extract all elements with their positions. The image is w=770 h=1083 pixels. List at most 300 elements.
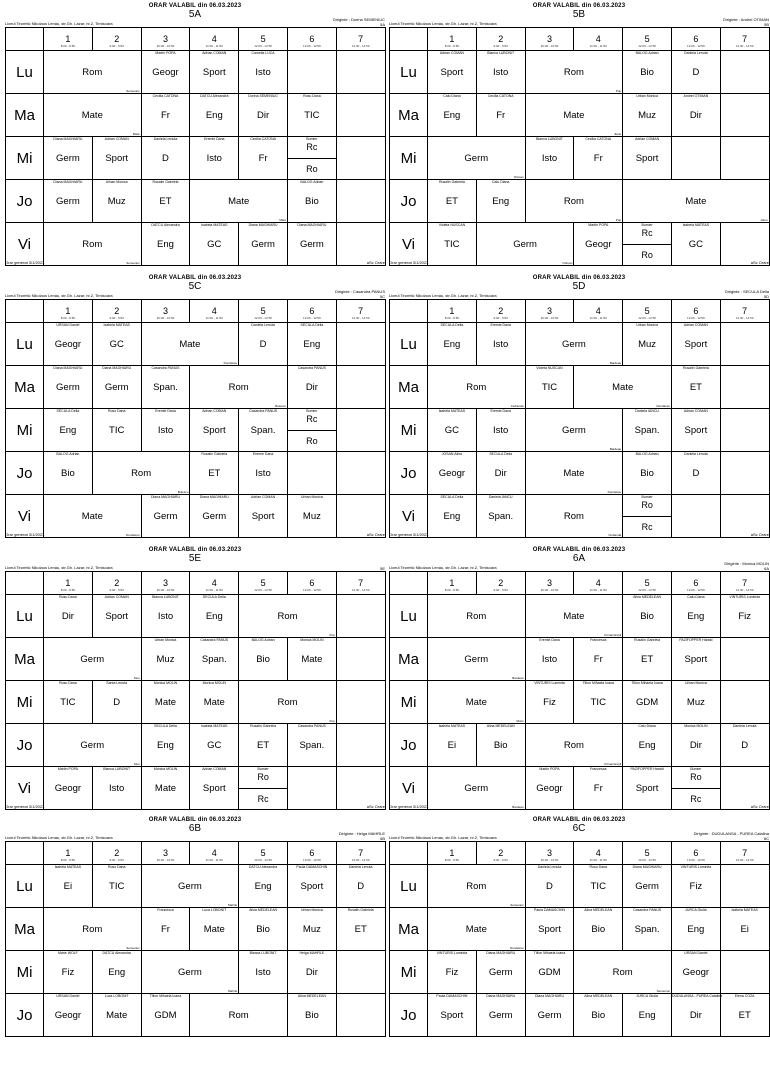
- lesson-cell[interactable]: [525, 681, 574, 724]
- lesson-cell[interactable]: [671, 452, 720, 495]
- lesson-cell[interactable]: [525, 495, 623, 538]
- lesson-cell[interactable]: [623, 180, 769, 223]
- lesson-cell[interactable]: [287, 223, 336, 266]
- subject-name: Eng: [687, 923, 705, 935]
- day-row: [6, 908, 386, 951]
- lesson-cell[interactable]: [671, 51, 720, 94]
- lesson-cell[interactable]: [239, 595, 337, 638]
- subject-name: TIC: [304, 109, 320, 121]
- lesson-cell[interactable]: [141, 409, 190, 452]
- lesson-cell[interactable]: [476, 223, 574, 266]
- lesson-cell[interactable]: [190, 908, 239, 951]
- subject-name: Mate: [154, 782, 177, 794]
- lesson-cell[interactable]: [623, 409, 672, 452]
- lesson-cell[interactable]: [287, 452, 336, 495]
- lesson-cell[interactable]: [92, 409, 141, 452]
- subject-name: Sport: [105, 152, 129, 164]
- lesson-cell[interactable]: [623, 767, 672, 810]
- lesson-cell[interactable]: [671, 724, 720, 767]
- class-teacher: Diriginte : DUDULANSA - PUREA Catalina: [693, 831, 769, 836]
- lesson-cell[interactable]: [239, 951, 288, 994]
- lesson-cell[interactable]: [44, 366, 93, 409]
- lesson-cell[interactable]: [190, 595, 239, 638]
- lesson-cell[interactable]: [476, 180, 525, 223]
- teacher-name: Francesca: [157, 908, 174, 912]
- lesson-cell[interactable]: [239, 681, 337, 724]
- teacher-name: Casandra PANUS: [633, 908, 662, 912]
- lesson-cell[interactable]: [336, 994, 385, 1037]
- lesson-cell[interactable]: [476, 951, 525, 994]
- lesson-cell[interactable]: [525, 137, 574, 180]
- lesson-cell[interactable]: [476, 94, 525, 137]
- lesson-cell[interactable]: [525, 94, 623, 137]
- lesson-cell[interactable]: [720, 409, 769, 452]
- lesson-cell[interactable]: [671, 409, 720, 452]
- lesson-cell[interactable]: [623, 452, 672, 495]
- lesson-cell[interactable]: [239, 495, 288, 538]
- lesson-cell[interactable]: [239, 452, 288, 495]
- period-number: 7: [742, 33, 748, 44]
- lesson-cell[interactable]: [336, 595, 385, 638]
- lesson-cell[interactable]: [44, 223, 142, 266]
- lesson-cell[interactable]: [190, 366, 288, 409]
- lesson-cell[interactable]: [671, 994, 723, 1037]
- lesson-cell[interactable]: [525, 452, 623, 495]
- lesson-cell[interactable]: [190, 223, 239, 266]
- period-time: 11:00 - 11:50: [589, 315, 607, 320]
- lesson-cell[interactable]: [720, 137, 769, 180]
- lesson-cell[interactable]: [671, 767, 720, 810]
- teacher-name: SECULA Delia: [300, 323, 324, 327]
- teacher-name: DATCU Alexandra: [248, 865, 278, 869]
- teacher-name: Bianca LUBONIT: [103, 767, 131, 771]
- lesson-cell[interactable]: [44, 323, 93, 366]
- lesson-cell[interactable]: [574, 767, 623, 810]
- lesson-cell[interactable]: [287, 94, 336, 137]
- lesson-cell[interactable]: [623, 638, 672, 681]
- lesson-cell[interactable]: [428, 137, 526, 180]
- lesson-cell[interactable]: [92, 595, 141, 638]
- subject-name: Mate: [685, 195, 707, 207]
- lesson-cell[interactable]: [574, 908, 623, 951]
- lesson-cell[interactable]: [623, 908, 672, 951]
- split-subject: Rc: [306, 414, 318, 425]
- lesson-cell[interactable]: [190, 767, 239, 810]
- lesson-cell[interactable]: [92, 681, 141, 724]
- period-number: 7: [358, 305, 364, 316]
- period-time: 13:00 - 13:50: [687, 857, 705, 862]
- lesson-cell[interactable]: [720, 51, 769, 94]
- lesson-cell[interactable]: [141, 681, 190, 724]
- lesson-cell[interactable]: [287, 366, 336, 409]
- lesson-cell[interactable]: [336, 452, 385, 495]
- lesson-cell[interactable]: [428, 180, 477, 223]
- subject-name: GDM: [636, 696, 659, 708]
- subject-name: Mate: [106, 1009, 128, 1021]
- lesson-cell[interactable]: [141, 323, 239, 366]
- lesson-cell[interactable]: [428, 323, 477, 366]
- lesson-cell[interactable]: [671, 366, 720, 409]
- footer-generated: Orar generat 3/1/2023: [5, 260, 45, 265]
- teacher-name: Cecilia CATONA: [152, 94, 179, 98]
- lesson-cell[interactable]: [428, 767, 526, 810]
- lesson-cell[interactable]: [190, 51, 239, 94]
- lesson-cell[interactable]: [623, 223, 672, 266]
- lesson-cell[interactable]: [141, 51, 190, 94]
- teacher-short: Mate: [132, 132, 140, 136]
- period-time: 13:00 - 13:50: [687, 587, 705, 592]
- lesson-cell[interactable]: [428, 366, 526, 409]
- lesson-cell[interactable]: [239, 767, 288, 810]
- lesson-cell[interactable]: [428, 94, 477, 137]
- lesson-cell[interactable]: [44, 638, 142, 681]
- lesson-cell[interactable]: [336, 908, 385, 951]
- lesson-cell[interactable]: [525, 865, 574, 908]
- lesson-cell[interactable]: [287, 409, 336, 452]
- lesson-cell[interactable]: [720, 681, 769, 724]
- lesson-cell[interactable]: [525, 951, 574, 994]
- day-label: Ma: [390, 94, 428, 137]
- lesson-cell[interactable]: [623, 94, 672, 137]
- day-row: [390, 94, 770, 137]
- day-label: Jo: [6, 724, 44, 767]
- lesson-cell[interactable]: [525, 908, 574, 951]
- subject-name: Mate: [563, 467, 585, 479]
- schedule-table: [5, 299, 386, 538]
- lesson-cell[interactable]: [141, 724, 190, 767]
- lesson-cell[interactable]: [623, 323, 672, 366]
- lesson-cell[interactable]: [336, 638, 385, 681]
- period-number: 1: [449, 847, 455, 858]
- teacher-name: Urban Monica: [636, 323, 658, 327]
- period-time: 8:00 - 8:50: [444, 857, 460, 862]
- lesson-cell[interactable]: [44, 595, 93, 638]
- lesson-cell[interactable]: [476, 323, 525, 366]
- lesson-cell[interactable]: [428, 595, 526, 638]
- lesson-cell[interactable]: [428, 495, 477, 538]
- subject-name: Eng: [687, 610, 705, 622]
- teacher-name: Andrei OTIMAN: [683, 94, 709, 98]
- subject-name: D: [692, 66, 700, 78]
- lesson-cell[interactable]: [239, 865, 288, 908]
- period-header: [287, 842, 336, 865]
- teacher-name: Isabela MATEAS: [731, 908, 758, 912]
- lesson-cell[interactable]: [287, 180, 336, 223]
- lesson-cell[interactable]: [141, 366, 190, 409]
- lesson-cell[interactable]: [525, 767, 574, 810]
- lesson-cell[interactable]: [623, 724, 672, 767]
- teacher-name: Eremie Dana: [252, 452, 274, 456]
- school-name: Liceul Teoretic Nikolaus Lenau, str.Gh. Lazar, nr.2, Timisoara: [5, 21, 113, 26]
- lesson-cell[interactable]: [336, 951, 385, 994]
- lesson-cell[interactable]: [574, 366, 672, 409]
- lesson-cell[interactable]: [720, 865, 769, 908]
- teacher-short: Bulescu: [275, 404, 286, 408]
- lesson-cell[interactable]: [239, 137, 288, 180]
- period-time: 12:00 - 12:50: [638, 587, 656, 592]
- lesson-cell[interactable]: [190, 452, 239, 495]
- lesson-cell[interactable]: [574, 865, 623, 908]
- lesson-cell[interactable]: [190, 180, 288, 223]
- lesson-cell[interactable]: [44, 865, 93, 908]
- lesson-cell[interactable]: [287, 767, 336, 810]
- lesson-cell[interactable]: [141, 994, 190, 1037]
- lesson-cell[interactable]: [44, 409, 93, 452]
- lesson-cell[interactable]: [574, 951, 672, 994]
- lesson-cell[interactable]: [623, 994, 672, 1037]
- lesson-cell[interactable]: [239, 51, 288, 94]
- lesson-cell[interactable]: [190, 724, 239, 767]
- lesson-cell[interactable]: [428, 681, 526, 724]
- lesson-cell[interactable]: [287, 495, 336, 538]
- lesson-cell[interactable]: [428, 994, 477, 1037]
- period-number: 4: [211, 33, 217, 44]
- lesson-cell[interactable]: [720, 323, 769, 366]
- lesson-cell[interactable]: [671, 137, 720, 180]
- lesson-cell[interactable]: [336, 180, 385, 223]
- lesson-cell[interactable]: [720, 94, 769, 137]
- lesson-cell[interactable]: [671, 951, 720, 994]
- subject-name: Geogr: [585, 238, 612, 250]
- class-teacher: Diriginte : Helga MAHRLE: [338, 831, 385, 836]
- subject-name: Fiz: [738, 610, 752, 622]
- lesson-cell[interactable]: [190, 137, 239, 180]
- lesson-cell[interactable]: [623, 495, 672, 538]
- lesson-cell[interactable]: [336, 323, 385, 366]
- lesson-cell[interactable]: [141, 908, 190, 951]
- day-row: [390, 951, 770, 994]
- teacher-name: Adrian COMAN: [202, 409, 227, 413]
- subject-name: Eng: [108, 966, 126, 978]
- lesson-cell[interactable]: [44, 724, 142, 767]
- lesson-cell[interactable]: [720, 724, 769, 767]
- period-header: [44, 842, 93, 865]
- lesson-cell[interactable]: [44, 681, 93, 724]
- teacher-name: Adrian COMAN: [635, 137, 660, 141]
- lesson-cell[interactable]: [525, 51, 623, 94]
- lesson-cell[interactable]: [287, 994, 336, 1037]
- lesson-cell[interactable]: [574, 223, 623, 266]
- subject-name: Rom: [82, 923, 103, 935]
- lesson-cell[interactable]: [476, 452, 525, 495]
- lesson-cell[interactable]: [287, 638, 336, 681]
- lesson-cell[interactable]: [574, 994, 623, 1037]
- lesson-cell[interactable]: [574, 137, 623, 180]
- lesson-cell[interactable]: [428, 638, 526, 681]
- lesson-cell[interactable]: [336, 865, 385, 908]
- lesson-cell[interactable]: [336, 724, 385, 767]
- lesson-cell[interactable]: [428, 51, 477, 94]
- lesson-cell[interactable]: [92, 137, 141, 180]
- class-code: 5C: [379, 294, 385, 299]
- lesson-cell[interactable]: [44, 767, 93, 810]
- lesson-cell[interactable]: [476, 495, 525, 538]
- lesson-cell[interactable]: [671, 681, 720, 724]
- lesson-cell[interactable]: [44, 951, 93, 994]
- lesson-cell[interactable]: [141, 595, 190, 638]
- lesson-cell[interactable]: [141, 767, 190, 810]
- lesson-cell[interactable]: [525, 638, 574, 681]
- lesson-cell[interactable]: [141, 638, 190, 681]
- teacher-name: Eremie Dana: [539, 638, 560, 642]
- period-header: [141, 572, 190, 595]
- lesson-cell[interactable]: [623, 51, 672, 94]
- period-time: 11:00 - 11:50: [589, 857, 607, 862]
- lesson-cell[interactable]: [720, 452, 769, 495]
- lesson-cell[interactable]: [336, 51, 385, 94]
- lesson-cell[interactable]: [239, 638, 288, 681]
- lesson-cell[interactable]: [336, 137, 385, 180]
- lesson-cell[interactable]: [44, 908, 142, 951]
- teacher-name: Alina MEDELEAN: [584, 908, 613, 912]
- lesson-cell[interactable]: [336, 94, 385, 137]
- schedule-table: [5, 841, 386, 1037]
- lesson-cell[interactable]: [525, 180, 623, 223]
- lesson-cell[interactable]: [720, 595, 769, 638]
- lesson-cell[interactable]: [190, 495, 239, 538]
- lesson-cell[interactable]: [92, 994, 141, 1037]
- lesson-cell[interactable]: [525, 366, 574, 409]
- lesson-cell[interactable]: [476, 51, 525, 94]
- lesson-cell[interactable]: [671, 323, 720, 366]
- lesson-cell[interactable]: [141, 223, 190, 266]
- teacher-short: Mahrle: [228, 989, 238, 993]
- lesson-cell[interactable]: [44, 180, 93, 223]
- lesson-cell[interactable]: [92, 323, 141, 366]
- lesson-cell[interactable]: [428, 223, 477, 266]
- lesson-cell[interactable]: [190, 94, 239, 137]
- lesson-cell[interactable]: [671, 908, 720, 951]
- lesson-cell[interactable]: [428, 951, 477, 994]
- lesson-cell[interactable]: [141, 94, 190, 137]
- class-name: 5E: [188, 553, 202, 564]
- lesson-cell[interactable]: [720, 638, 769, 681]
- lesson-cell[interactable]: [44, 94, 142, 137]
- lesson-cell[interactable]: [525, 409, 623, 452]
- lesson-cell[interactable]: [287, 724, 336, 767]
- teacher-name: VINTURIS Luminita: [729, 595, 760, 599]
- lesson-cell[interactable]: [671, 865, 720, 908]
- lesson-cell[interactable]: [720, 951, 769, 994]
- lesson-cell[interactable]: [428, 409, 477, 452]
- lesson-cell[interactable]: [428, 865, 526, 908]
- lesson-cell[interactable]: [44, 495, 142, 538]
- lesson-cell[interactable]: [239, 94, 288, 137]
- lesson-cell[interactable]: [239, 724, 288, 767]
- lesson-cell[interactable]: [671, 94, 720, 137]
- day-row: [6, 409, 386, 452]
- class-code: 5E: [380, 566, 385, 571]
- lesson-cell[interactable]: [92, 767, 141, 810]
- subject-name: Fr: [593, 782, 603, 794]
- lesson-cell[interactable]: [92, 865, 141, 908]
- lesson-cell[interactable]: [476, 994, 525, 1037]
- lesson-cell[interactable]: [336, 681, 385, 724]
- lesson-cell[interactable]: [239, 409, 288, 452]
- teacher-short: Ciubanda: [608, 533, 622, 537]
- lesson-cell[interactable]: [92, 180, 141, 223]
- period-time: 10:00 - 10:50: [540, 43, 559, 48]
- lesson-cell[interactable]: [428, 908, 526, 951]
- lesson-cell[interactable]: [623, 681, 672, 724]
- lesson-cell[interactable]: [141, 495, 190, 538]
- lesson-cell[interactable]: [428, 724, 477, 767]
- teacher-name: Isabela MATEAS: [201, 223, 228, 227]
- lesson-cell[interactable]: [141, 865, 239, 908]
- lesson-cell[interactable]: [44, 137, 93, 180]
- lesson-cell[interactable]: [239, 323, 288, 366]
- lesson-cell[interactable]: [287, 951, 336, 994]
- lesson-cell[interactable]: [287, 323, 336, 366]
- lesson-cell[interactable]: [287, 908, 336, 951]
- lesson-cell[interactable]: [671, 223, 720, 266]
- lesson-cell[interactable]: [190, 638, 239, 681]
- lesson-cell[interactable]: [720, 366, 769, 409]
- lesson-cell[interactable]: [671, 638, 720, 681]
- lesson-cell[interactable]: [476, 409, 525, 452]
- lesson-cell[interactable]: [141, 951, 239, 994]
- lesson-cell[interactable]: [574, 681, 623, 724]
- period-header: [671, 300, 720, 323]
- period-time: 14:00 - 14:50: [735, 587, 754, 592]
- lesson-cell[interactable]: [525, 994, 574, 1037]
- lesson-cell[interactable]: [623, 595, 672, 638]
- lesson-cell[interactable]: [239, 908, 288, 951]
- lesson-cell[interactable]: [287, 51, 336, 94]
- period-header: [525, 842, 574, 865]
- teacher-name: PAZIFOPPER Harald: [679, 638, 713, 642]
- lesson-cell[interactable]: [428, 452, 477, 495]
- lesson-cell[interactable]: [92, 366, 141, 409]
- lesson-cell[interactable]: [671, 495, 720, 538]
- lesson-cell[interactable]: [44, 51, 142, 94]
- lesson-cell[interactable]: [336, 409, 385, 452]
- lesson-cell[interactable]: [239, 223, 288, 266]
- teacher-name: Diana MAGHIARU: [53, 366, 83, 370]
- lesson-cell[interactable]: [44, 452, 93, 495]
- subject-name: Eng: [303, 338, 321, 350]
- lesson-cell[interactable]: [190, 681, 239, 724]
- lesson-cell[interactable]: [44, 994, 93, 1037]
- lesson-cell[interactable]: [476, 724, 525, 767]
- lesson-cell[interactable]: [190, 994, 288, 1037]
- lesson-cell[interactable]: [671, 595, 720, 638]
- lesson-cell[interactable]: [287, 865, 336, 908]
- lesson-cell[interactable]: [623, 865, 672, 908]
- lesson-cell[interactable]: [574, 638, 623, 681]
- lesson-cell[interactable]: [92, 951, 141, 994]
- period-time: 8:00 - 8:50: [60, 43, 76, 48]
- day-row: [6, 180, 386, 223]
- lesson-cell[interactable]: [336, 366, 385, 409]
- lesson-cell[interactable]: [141, 137, 190, 180]
- period-time: 14:00 - 14:50: [735, 43, 754, 48]
- lesson-cell[interactable]: [720, 908, 769, 951]
- lesson-cell[interactable]: [525, 595, 623, 638]
- lesson-cell[interactable]: [623, 137, 672, 180]
- teacher-name: BALOG Adrian: [251, 638, 275, 642]
- lesson-cell[interactable]: [525, 724, 623, 767]
- subject-name: Geogr: [54, 338, 82, 350]
- teacher-name: Bumier: [641, 495, 653, 499]
- lesson-cell[interactable]: [141, 180, 190, 223]
- teacher-short: Semeniuc: [126, 261, 140, 265]
- lesson-cell[interactable]: [190, 409, 239, 452]
- lesson-cell[interactable]: [92, 452, 190, 495]
- lesson-cell[interactable]: [720, 994, 769, 1037]
- lesson-cell[interactable]: [525, 323, 623, 366]
- lesson-cell[interactable]: [287, 137, 336, 180]
